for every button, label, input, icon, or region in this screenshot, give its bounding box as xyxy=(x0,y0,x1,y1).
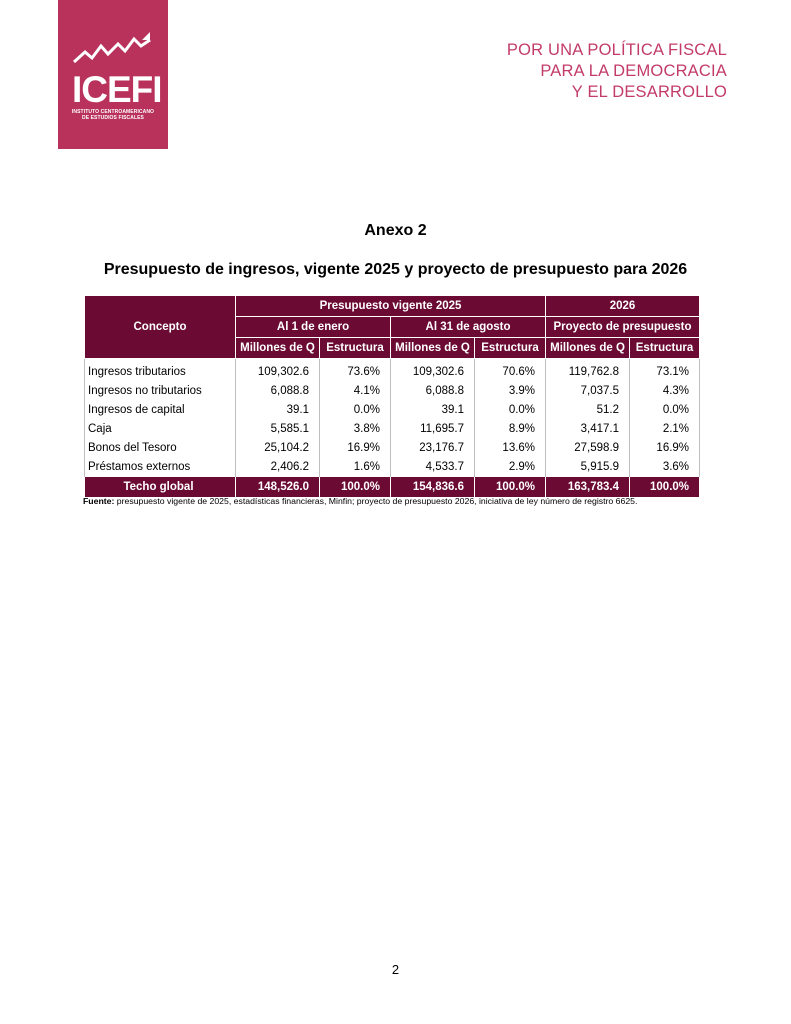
cell-value: 4.3% xyxy=(630,381,700,400)
cell-value: 39.1 xyxy=(236,400,320,419)
tagline-line: PARA LA DEMOCRACIA xyxy=(540,62,727,80)
cell-value: 6,088.8 xyxy=(391,381,475,400)
cell-value: 16.9% xyxy=(630,438,700,457)
table-row xyxy=(85,438,700,457)
cell-value: 23,176.7 xyxy=(391,438,475,457)
page-number: 2 xyxy=(391,962,400,977)
column-header: Millones de Q xyxy=(391,338,475,359)
cell-value: 4,533.7 xyxy=(391,457,475,477)
logo-subtitle-line2: DE ESTUDIOS FISCALES xyxy=(81,115,144,121)
sub-header: Al 31 de agosto xyxy=(391,317,546,338)
table-row xyxy=(85,457,700,477)
cell-value: 73.1% xyxy=(630,359,700,382)
table-row xyxy=(85,381,700,400)
cell-value: 2.1% xyxy=(630,419,700,438)
tagline-line: POR UNA POLÍTICA FISCAL xyxy=(506,41,727,59)
concept-header: Concepto xyxy=(85,296,236,359)
column-header: Estructura xyxy=(630,338,700,359)
column-header: Millones de Q xyxy=(236,338,320,359)
total-value: 154,836.6 xyxy=(391,477,475,498)
cell-value: 0.0% xyxy=(320,400,391,419)
column-header: Millones de Q xyxy=(546,338,630,359)
total-value: 148,526.0 xyxy=(236,477,320,498)
logo-name: ICEFI xyxy=(72,69,162,110)
cell-value: 6,088.8 xyxy=(236,381,320,400)
cell-value: 4.1% xyxy=(320,381,391,400)
total-value: 100.0% xyxy=(320,477,391,498)
source-text: presupuesto vigente de 2025, estadísticas financieras, Minfin; proyecto de presupuesto 2026, iniciativa de ley número de registro 6625. xyxy=(114,496,638,506)
source-note xyxy=(83,496,637,506)
cell-value: 1.6% xyxy=(320,457,391,477)
group-header: Presupuesto vigente 2025 xyxy=(236,296,546,317)
document-title: Presupuesto de ingresos, vigente 2025 y proyecto de presupuesto para 2026 xyxy=(103,261,688,278)
cell-value: 109,302.6 xyxy=(391,359,475,382)
source-label: Fuente: xyxy=(83,496,115,506)
row-concept: Préstamos externos xyxy=(85,457,236,477)
tagline-line: Y EL DESARROLLO xyxy=(571,83,727,101)
table-row xyxy=(85,359,700,382)
annex-title: Anexo 2 xyxy=(364,222,427,239)
cell-value: 25,104.2 xyxy=(236,438,320,457)
cell-value: 3.9% xyxy=(475,381,546,400)
cell-value: 0.0% xyxy=(475,400,546,419)
cell-value: 119,762.8 xyxy=(546,359,630,382)
cell-value: 109,302.6 xyxy=(236,359,320,382)
cell-value: 3,417.1 xyxy=(546,419,630,438)
sub-header: Proyecto de presupuesto xyxy=(546,317,700,338)
sub-header: Al 1 de enero xyxy=(236,317,391,338)
budget-table xyxy=(84,295,700,498)
total-value: 100.0% xyxy=(475,477,546,498)
cell-value: 0.0% xyxy=(630,400,700,419)
cell-value: 5,585.1 xyxy=(236,419,320,438)
cell-value: 3.6% xyxy=(630,457,700,477)
icefi-logo xyxy=(58,0,168,149)
column-header: Estructura xyxy=(475,338,546,359)
cell-value: 7,037.5 xyxy=(546,381,630,400)
cell-value: 2,406.2 xyxy=(236,457,320,477)
cell-value: 11,695.7 xyxy=(391,419,475,438)
table-row xyxy=(85,400,700,419)
cell-value: 16.9% xyxy=(320,438,391,457)
cell-value: 5,915.9 xyxy=(546,457,630,477)
cell-value: 39.1 xyxy=(391,400,475,419)
cell-value: 27,598.9 xyxy=(546,438,630,457)
total-row xyxy=(85,477,700,498)
total-concept: Techo global xyxy=(85,477,236,498)
cell-value: 73.6% xyxy=(320,359,391,382)
group-header: 2026 xyxy=(546,296,700,317)
column-header: Estructura xyxy=(320,338,391,359)
logo-subtitle xyxy=(66,109,160,121)
row-concept: Ingresos tributarios xyxy=(85,359,236,382)
cell-value: 8.9% xyxy=(475,419,546,438)
row-concept: Bonos del Tesoro xyxy=(85,438,236,457)
table-row xyxy=(85,419,700,438)
cell-value: 70.6% xyxy=(475,359,546,382)
header-tagline xyxy=(507,40,727,103)
total-value: 163,783.4 xyxy=(546,477,630,498)
cell-value: 3.8% xyxy=(320,419,391,438)
total-value: 100.0% xyxy=(630,477,700,498)
cell-value: 51.2 xyxy=(546,400,630,419)
cell-value: 13.6% xyxy=(475,438,546,457)
cell-value: 2.9% xyxy=(475,457,546,477)
row-concept: Ingresos de capital xyxy=(85,400,236,419)
logo-subtitle-line1: INSTITUTO CENTROAMERICANO xyxy=(71,109,155,115)
row-concept: Ingresos no tributarios xyxy=(85,381,236,400)
row-concept: Caja xyxy=(85,419,236,438)
